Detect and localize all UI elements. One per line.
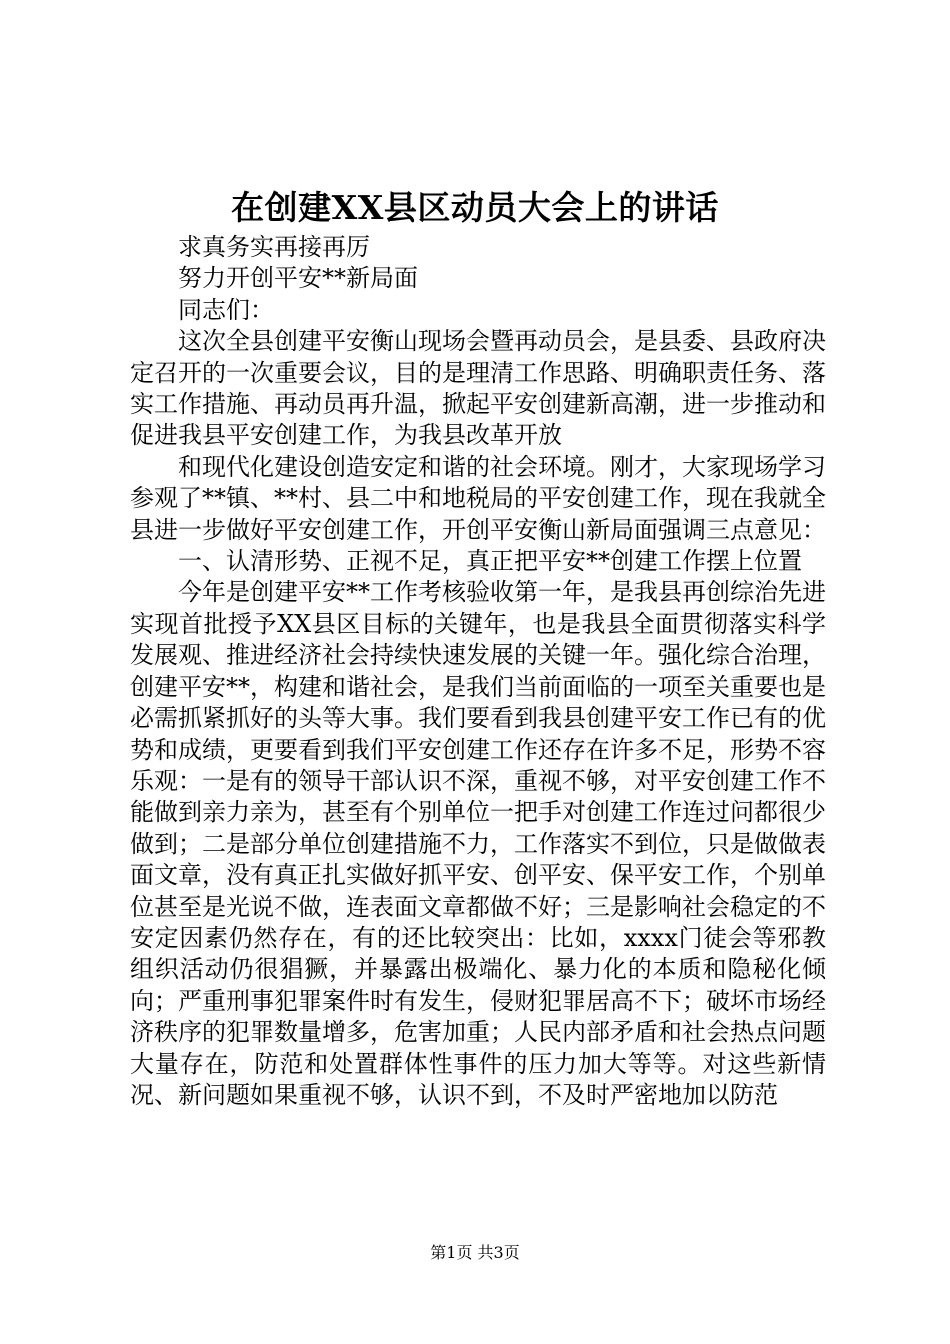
page-number-footer: 第1页 共3页 <box>430 1243 520 1262</box>
document-title: 在创建XX县区动员大会上的讲话 <box>231 188 719 227</box>
salutation: 同志们： <box>178 295 274 324</box>
subtitle-line-2: 努力开创平安**新局面 <box>178 264 418 293</box>
body-paragraph: 今年是创建平安**工作考核验收第一年，是我县再创综治先进实现首批授予XX县区目标的关键年，也是我县全面贯彻落实科学发展观、推进经济社会持续快速发展的关键一年。强化综合治理，创建平安**，构建和谐社会，是我们当前面临的一项至关重要也是必需抓紧抓好的头等大事。我们要看到我县创建平安工作已有的优势和成绩，更要看到我们平安创建工作还存在许多不足，形势不容乐观：一是有的领导干部认识不深，重视不够，对平安创建工作不能做到亲力亲为，甚至有个别单位一把手对创建工作连过问都很少做到；二是部分单位创建措施不力，工作落实不到位，只是做做表面文章，没有真正扎实做好抓平安、创平安、保平安工作，个别单位甚至是光说不做，连表面文章都做不好；三是影响社会稳定的不安定因素仍然存在，有的还比较突出：比如，xxxx门徒会等邪教组织活动仍很猖獗，并暴露出极端化、暴力化的本质和隐秘化倾向；严重刑事犯罪案件时有发生，侵财犯罪居高不下；破坏市场经济秩序的犯罪数量增多，危害加重；人民内部矛盾和社会热点问题大量存在，防范和处置群体性事件的压力加大等等。对这些新情况、新问题如果重视不够，认识不到，不及时严密地加以防范 <box>130 578 826 1109</box>
section-heading: 一、认清形势、正视不足，真正把平安**创建工作摆上位置 <box>178 547 802 576</box>
body-paragraph: 和现代化建设创造安定和谐的社会环境。刚才，大家现场学习参观了**镇、**村、县二中和地税局的平安创建工作，现在我就全县进一步做好平安创建工作，开创平安衡山新局面强调三点意见： <box>130 452 826 544</box>
body-paragraph: 这次全县创建平安衡山现场会暨再动员会，是县委、县政府决定召开的一次重要会议，目的是理清工作思路、明确职责任务、落实工作措施、再动员再升温，掀起平安创建新高潮，进一步推动和促进我县平安创建工作，为我县改革开放 <box>130 327 826 450</box>
document-body <box>130 232 826 1111</box>
subtitle-line-1: 求真务实再接再厉 <box>178 233 370 261</box>
